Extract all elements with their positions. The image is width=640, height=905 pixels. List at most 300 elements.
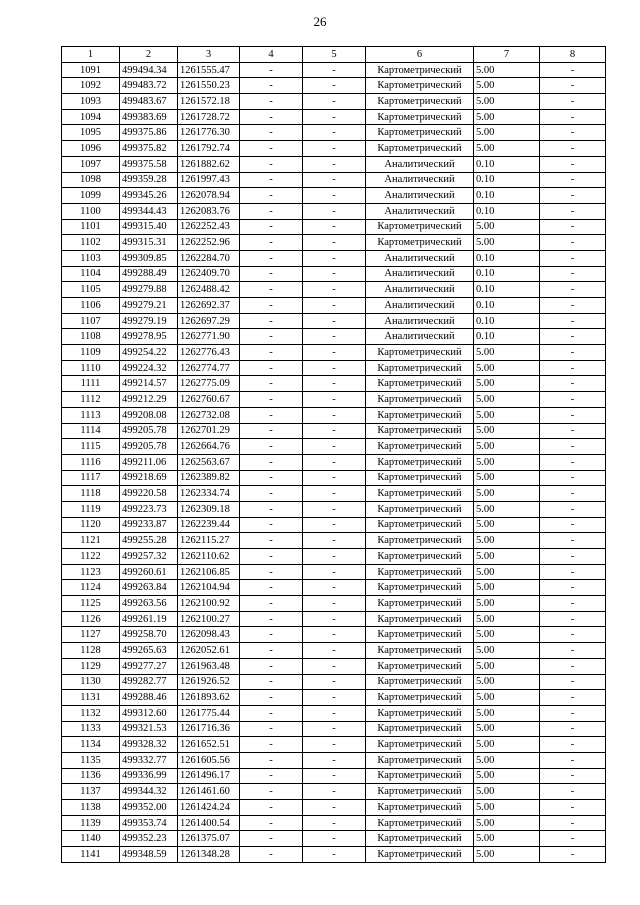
method-cell: Картометрический xyxy=(366,737,474,753)
point-number-cell: 1098 xyxy=(62,172,120,188)
table-row xyxy=(62,549,606,565)
col8-cell: - xyxy=(540,690,606,706)
col5-cell: - xyxy=(303,549,366,565)
col5-cell: - xyxy=(303,643,366,659)
col4-cell: - xyxy=(240,188,303,204)
col8-cell: - xyxy=(540,78,606,94)
col5-cell: - xyxy=(303,172,366,188)
col8-cell: - xyxy=(540,470,606,486)
precision-cell: 5.00 xyxy=(474,752,540,768)
x-coordinate-cell: 499263.56 xyxy=(120,596,178,612)
table-row xyxy=(62,266,606,282)
header-cell: 2 xyxy=(120,47,178,63)
precision-cell: 5.00 xyxy=(474,768,540,784)
precision-cell: 5.00 xyxy=(474,109,540,125)
col4-cell: - xyxy=(240,784,303,800)
col5-cell: - xyxy=(303,611,366,627)
precision-cell: 5.00 xyxy=(474,454,540,470)
table-row xyxy=(62,470,606,486)
y-coordinate-cell: 1262252.43 xyxy=(178,219,240,235)
method-cell: Картометрический xyxy=(366,125,474,141)
col4-cell: - xyxy=(240,235,303,251)
y-coordinate-cell: 1261997.43 xyxy=(178,172,240,188)
col8-cell: - xyxy=(540,611,606,627)
y-coordinate-cell: 1261926.52 xyxy=(178,674,240,690)
y-coordinate-cell: 1262664.76 xyxy=(178,439,240,455)
y-coordinate-cell: 1261963.48 xyxy=(178,658,240,674)
method-cell: Аналитический xyxy=(366,298,474,314)
method-cell: Картометрический xyxy=(366,784,474,800)
y-coordinate-cell: 1261572.18 xyxy=(178,94,240,110)
col5-cell: - xyxy=(303,501,366,517)
col5-cell: - xyxy=(303,674,366,690)
point-number-cell: 1118 xyxy=(62,486,120,502)
y-coordinate-cell: 1262110.62 xyxy=(178,549,240,565)
col5-cell: - xyxy=(303,203,366,219)
y-coordinate-cell: 1262100.27 xyxy=(178,611,240,627)
col8-cell: - xyxy=(540,188,606,204)
precision-cell: 5.00 xyxy=(474,611,540,627)
method-cell: Картометрический xyxy=(366,360,474,376)
precision-cell: 0.10 xyxy=(474,282,540,298)
method-cell: Картометрический xyxy=(366,94,474,110)
col8-cell: - xyxy=(540,831,606,847)
table-row xyxy=(62,674,606,690)
point-number-cell: 1123 xyxy=(62,564,120,580)
y-coordinate-cell: 1262104.94 xyxy=(178,580,240,596)
table-row xyxy=(62,517,606,533)
method-cell: Картометрический xyxy=(366,627,474,643)
col5-cell: - xyxy=(303,345,366,361)
x-coordinate-cell: 499344.32 xyxy=(120,784,178,800)
method-cell: Картометрический xyxy=(366,815,474,831)
y-coordinate-cell: 1261776.30 xyxy=(178,125,240,141)
precision-cell: 5.00 xyxy=(474,705,540,721)
table-row xyxy=(62,800,606,816)
col5-cell: - xyxy=(303,156,366,172)
point-number-cell: 1124 xyxy=(62,580,120,596)
precision-cell: 5.00 xyxy=(474,784,540,800)
x-coordinate-cell: 499383.69 xyxy=(120,109,178,125)
y-coordinate-cell: 1262697.29 xyxy=(178,313,240,329)
col8-cell: - xyxy=(540,847,606,863)
col5-cell: - xyxy=(303,658,366,674)
method-cell: Картометрический xyxy=(366,439,474,455)
point-number-cell: 1106 xyxy=(62,298,120,314)
table-row xyxy=(62,313,606,329)
col5-cell: - xyxy=(303,533,366,549)
point-number-cell: 1114 xyxy=(62,423,120,439)
y-coordinate-cell: 1262239.44 xyxy=(178,517,240,533)
col8-cell: - xyxy=(540,219,606,235)
table-header-row xyxy=(62,47,606,63)
col8-cell: - xyxy=(540,282,606,298)
y-coordinate-cell: 1261882.62 xyxy=(178,156,240,172)
x-coordinate-cell: 499309.85 xyxy=(120,250,178,266)
point-number-cell: 1137 xyxy=(62,784,120,800)
point-number-cell: 1096 xyxy=(62,141,120,157)
col5-cell: - xyxy=(303,407,366,423)
method-cell: Картометрический xyxy=(366,345,474,361)
col8-cell: - xyxy=(540,674,606,690)
col8-cell: - xyxy=(540,517,606,533)
col8-cell: - xyxy=(540,62,606,78)
col8-cell: - xyxy=(540,800,606,816)
precision-cell: 5.00 xyxy=(474,423,540,439)
table-row xyxy=(62,156,606,172)
x-coordinate-cell: 499375.58 xyxy=(120,156,178,172)
x-coordinate-cell: 499214.57 xyxy=(120,376,178,392)
precision-cell: 5.00 xyxy=(474,62,540,78)
col4-cell: - xyxy=(240,298,303,314)
x-coordinate-cell: 499328.32 xyxy=(120,737,178,753)
table-row xyxy=(62,454,606,470)
col5-cell: - xyxy=(303,250,366,266)
y-coordinate-cell: 1262100.92 xyxy=(178,596,240,612)
y-coordinate-cell: 1262284.70 xyxy=(178,250,240,266)
col8-cell: - xyxy=(540,454,606,470)
col8-cell: - xyxy=(540,298,606,314)
x-coordinate-cell: 499288.49 xyxy=(120,266,178,282)
x-coordinate-cell: 499321.53 xyxy=(120,721,178,737)
table-row xyxy=(62,596,606,612)
method-cell: Аналитический xyxy=(366,156,474,172)
precision-cell: 5.00 xyxy=(474,141,540,157)
point-number-cell: 1109 xyxy=(62,345,120,361)
y-coordinate-cell: 1262309.18 xyxy=(178,501,240,517)
precision-cell: 5.00 xyxy=(474,501,540,517)
col4-cell: - xyxy=(240,501,303,517)
header-cell: 4 xyxy=(240,47,303,63)
method-cell: Картометрический xyxy=(366,109,474,125)
col5-cell: - xyxy=(303,188,366,204)
method-cell: Аналитический xyxy=(366,203,474,219)
x-coordinate-cell: 499258.70 xyxy=(120,627,178,643)
x-coordinate-cell: 499220.58 xyxy=(120,486,178,502)
method-cell: Картометрический xyxy=(366,78,474,94)
method-cell: Картометрический xyxy=(366,752,474,768)
point-number-cell: 1139 xyxy=(62,815,120,831)
y-coordinate-cell: 1262774.77 xyxy=(178,360,240,376)
method-cell: Картометрический xyxy=(366,501,474,517)
table-row xyxy=(62,78,606,94)
table-row xyxy=(62,109,606,125)
col5-cell: - xyxy=(303,62,366,78)
col8-cell: - xyxy=(540,313,606,329)
point-number-cell: 1127 xyxy=(62,627,120,643)
table-row xyxy=(62,611,606,627)
point-number-cell: 1122 xyxy=(62,549,120,565)
table-row xyxy=(62,203,606,219)
col8-cell: - xyxy=(540,752,606,768)
y-coordinate-cell: 1262389.82 xyxy=(178,470,240,486)
x-coordinate-cell: 499205.78 xyxy=(120,439,178,455)
col5-cell: - xyxy=(303,78,366,94)
precision-cell: 5.00 xyxy=(474,847,540,863)
col5-cell: - xyxy=(303,627,366,643)
method-cell: Аналитический xyxy=(366,188,474,204)
x-coordinate-cell: 499205.78 xyxy=(120,423,178,439)
table-row xyxy=(62,690,606,706)
precision-cell: 5.00 xyxy=(474,815,540,831)
method-cell: Картометрический xyxy=(366,580,474,596)
col4-cell: - xyxy=(240,658,303,674)
method-cell: Картометрический xyxy=(366,658,474,674)
method-cell: Картометрический xyxy=(366,564,474,580)
y-coordinate-cell: 1262083.76 xyxy=(178,203,240,219)
col4-cell: - xyxy=(240,219,303,235)
x-coordinate-cell: 499261.19 xyxy=(120,611,178,627)
table-row xyxy=(62,768,606,784)
method-cell: Картометрический xyxy=(366,611,474,627)
col4-cell: - xyxy=(240,752,303,768)
method-cell: Картометрический xyxy=(366,831,474,847)
col4-cell: - xyxy=(240,705,303,721)
y-coordinate-cell: 1262488.42 xyxy=(178,282,240,298)
table-row xyxy=(62,831,606,847)
x-coordinate-cell: 499483.72 xyxy=(120,78,178,94)
x-coordinate-cell: 499352.23 xyxy=(120,831,178,847)
y-coordinate-cell: 1261424.24 xyxy=(178,800,240,816)
col8-cell: - xyxy=(540,250,606,266)
col8-cell: - xyxy=(540,705,606,721)
point-number-cell: 1121 xyxy=(62,533,120,549)
x-coordinate-cell: 499359.28 xyxy=(120,172,178,188)
x-coordinate-cell: 499255.28 xyxy=(120,533,178,549)
precision-cell: 5.00 xyxy=(474,360,540,376)
precision-cell: 5.00 xyxy=(474,376,540,392)
coordinates-table xyxy=(61,46,606,863)
point-number-cell: 1131 xyxy=(62,690,120,706)
col8-cell: - xyxy=(540,564,606,580)
col8-cell: - xyxy=(540,643,606,659)
table-row xyxy=(62,219,606,235)
header-cell: 6 xyxy=(366,47,474,63)
table-row xyxy=(62,329,606,345)
x-coordinate-cell: 499375.82 xyxy=(120,141,178,157)
point-number-cell: 1099 xyxy=(62,188,120,204)
y-coordinate-cell: 1262115.27 xyxy=(178,533,240,549)
precision-cell: 5.00 xyxy=(474,439,540,455)
point-number-cell: 1126 xyxy=(62,611,120,627)
col5-cell: - xyxy=(303,815,366,831)
col8-cell: - xyxy=(540,235,606,251)
table-row xyxy=(62,564,606,580)
method-cell: Картометрический xyxy=(366,800,474,816)
table-row xyxy=(62,172,606,188)
precision-cell: 0.10 xyxy=(474,172,540,188)
x-coordinate-cell: 499279.19 xyxy=(120,313,178,329)
method-cell: Картометрический xyxy=(366,768,474,784)
point-number-cell: 1113 xyxy=(62,407,120,423)
col4-cell: - xyxy=(240,282,303,298)
method-cell: Картометрический xyxy=(366,596,474,612)
x-coordinate-cell: 499233.87 xyxy=(120,517,178,533)
col8-cell: - xyxy=(540,376,606,392)
col4-cell: - xyxy=(240,313,303,329)
col5-cell: - xyxy=(303,752,366,768)
point-number-cell: 1128 xyxy=(62,643,120,659)
method-cell: Картометрический xyxy=(366,392,474,408)
method-cell: Картометрический xyxy=(366,454,474,470)
method-cell: Аналитический xyxy=(366,172,474,188)
table-row xyxy=(62,376,606,392)
precision-cell: 5.00 xyxy=(474,737,540,753)
col5-cell: - xyxy=(303,847,366,863)
method-cell: Картометрический xyxy=(366,674,474,690)
method-cell: Картометрический xyxy=(366,423,474,439)
col8-cell: - xyxy=(540,392,606,408)
col8-cell: - xyxy=(540,266,606,282)
x-coordinate-cell: 499257.32 xyxy=(120,549,178,565)
point-number-cell: 1097 xyxy=(62,156,120,172)
table-row xyxy=(62,407,606,423)
table-row xyxy=(62,235,606,251)
method-cell: Картометрический xyxy=(366,549,474,565)
precision-cell: 5.00 xyxy=(474,831,540,847)
col8-cell: - xyxy=(540,658,606,674)
col8-cell: - xyxy=(540,596,606,612)
precision-cell: 5.00 xyxy=(474,690,540,706)
point-number-cell: 1136 xyxy=(62,768,120,784)
table-row xyxy=(62,141,606,157)
precision-cell: 5.00 xyxy=(474,564,540,580)
precision-cell: 0.10 xyxy=(474,250,540,266)
precision-cell: 5.00 xyxy=(474,643,540,659)
col8-cell: - xyxy=(540,94,606,110)
col4-cell: - xyxy=(240,690,303,706)
table-row xyxy=(62,188,606,204)
table-row xyxy=(62,360,606,376)
x-coordinate-cell: 499332.77 xyxy=(120,752,178,768)
col5-cell: - xyxy=(303,596,366,612)
x-coordinate-cell: 499265.63 xyxy=(120,643,178,659)
x-coordinate-cell: 499336.99 xyxy=(120,768,178,784)
col4-cell: - xyxy=(240,470,303,486)
y-coordinate-cell: 1261652.51 xyxy=(178,737,240,753)
table-row xyxy=(62,62,606,78)
col5-cell: - xyxy=(303,376,366,392)
y-coordinate-cell: 1262409.70 xyxy=(178,266,240,282)
col5-cell: - xyxy=(303,768,366,784)
col4-cell: - xyxy=(240,156,303,172)
y-coordinate-cell: 1261775.44 xyxy=(178,705,240,721)
y-coordinate-cell: 1261716.36 xyxy=(178,721,240,737)
y-coordinate-cell: 1262252.96 xyxy=(178,235,240,251)
table-row xyxy=(62,752,606,768)
point-number-cell: 1133 xyxy=(62,721,120,737)
y-coordinate-cell: 1262771.90 xyxy=(178,329,240,345)
method-cell: Аналитический xyxy=(366,313,474,329)
col4-cell: - xyxy=(240,611,303,627)
col8-cell: - xyxy=(540,360,606,376)
x-coordinate-cell: 499352.00 xyxy=(120,800,178,816)
point-number-cell: 1140 xyxy=(62,831,120,847)
col8-cell: - xyxy=(540,627,606,643)
table-row xyxy=(62,721,606,737)
col4-cell: - xyxy=(240,627,303,643)
method-cell: Аналитический xyxy=(366,266,474,282)
table-body xyxy=(62,62,606,862)
y-coordinate-cell: 1262760.67 xyxy=(178,392,240,408)
precision-cell: 5.00 xyxy=(474,219,540,235)
col5-cell: - xyxy=(303,109,366,125)
col8-cell: - xyxy=(540,737,606,753)
y-coordinate-cell: 1261555.47 xyxy=(178,62,240,78)
col4-cell: - xyxy=(240,62,303,78)
col4-cell: - xyxy=(240,392,303,408)
precision-cell: 0.10 xyxy=(474,313,540,329)
col4-cell: - xyxy=(240,376,303,392)
precision-cell: 0.10 xyxy=(474,188,540,204)
table-row xyxy=(62,501,606,517)
col5-cell: - xyxy=(303,690,366,706)
col8-cell: - xyxy=(540,141,606,157)
table-row xyxy=(62,298,606,314)
col5-cell: - xyxy=(303,800,366,816)
y-coordinate-cell: 1261550.23 xyxy=(178,78,240,94)
y-coordinate-cell: 1261400.54 xyxy=(178,815,240,831)
table-row xyxy=(62,250,606,266)
col5-cell: - xyxy=(303,392,366,408)
point-number-cell: 1107 xyxy=(62,313,120,329)
header-cell: 8 xyxy=(540,47,606,63)
point-number-cell: 1134 xyxy=(62,737,120,753)
precision-cell: 5.00 xyxy=(474,658,540,674)
col5-cell: - xyxy=(303,564,366,580)
x-coordinate-cell: 499212.29 xyxy=(120,392,178,408)
point-number-cell: 1101 xyxy=(62,219,120,235)
precision-cell: 5.00 xyxy=(474,486,540,502)
col5-cell: - xyxy=(303,423,366,439)
col4-cell: - xyxy=(240,564,303,580)
col4-cell: - xyxy=(240,345,303,361)
x-coordinate-cell: 499282.77 xyxy=(120,674,178,690)
col8-cell: - xyxy=(540,407,606,423)
method-cell: Картометрический xyxy=(366,721,474,737)
table-row xyxy=(62,439,606,455)
col4-cell: - xyxy=(240,423,303,439)
x-coordinate-cell: 499348.59 xyxy=(120,847,178,863)
x-coordinate-cell: 499260.61 xyxy=(120,564,178,580)
col4-cell: - xyxy=(240,847,303,863)
y-coordinate-cell: 1262776.43 xyxy=(178,345,240,361)
method-cell: Картометрический xyxy=(366,517,474,533)
method-cell: Аналитический xyxy=(366,250,474,266)
precision-cell: 5.00 xyxy=(474,345,540,361)
point-number-cell: 1100 xyxy=(62,203,120,219)
table-row xyxy=(62,392,606,408)
precision-cell: 5.00 xyxy=(474,596,540,612)
col8-cell: - xyxy=(540,768,606,784)
point-number-cell: 1130 xyxy=(62,674,120,690)
precision-cell: 5.00 xyxy=(474,235,540,251)
table-row xyxy=(62,847,606,863)
col4-cell: - xyxy=(240,454,303,470)
precision-cell: 5.00 xyxy=(474,517,540,533)
point-number-cell: 1093 xyxy=(62,94,120,110)
y-coordinate-cell: 1261348.28 xyxy=(178,847,240,863)
precision-cell: 5.00 xyxy=(474,407,540,423)
col4-cell: - xyxy=(240,78,303,94)
col5-cell: - xyxy=(303,737,366,753)
col8-cell: - xyxy=(540,549,606,565)
y-coordinate-cell: 1261605.56 xyxy=(178,752,240,768)
x-coordinate-cell: 499279.88 xyxy=(120,282,178,298)
col4-cell: - xyxy=(240,250,303,266)
col5-cell: - xyxy=(303,721,366,737)
col5-cell: - xyxy=(303,266,366,282)
